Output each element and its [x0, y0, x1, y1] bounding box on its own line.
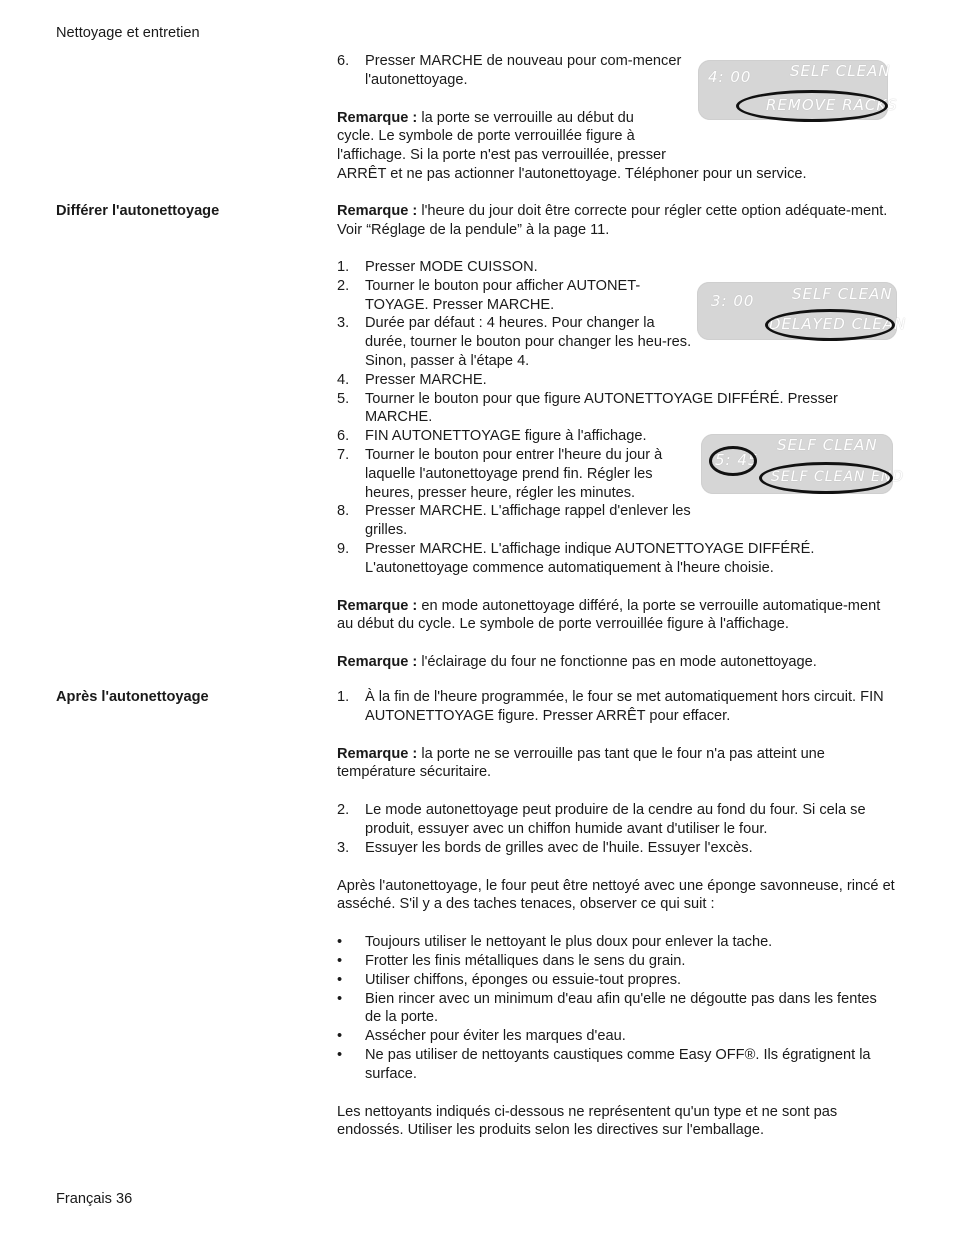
- note: Remarque : l'éclairage du four ne fonctionne pas en mode autonettoyage.: [337, 654, 817, 671]
- list-item: 7. Tourner le bouton pour entrer l'heure du jour à laquelle l'autonettoyage prend fin. Régler les heures, presser heure, régler les minutes.: [337, 446, 663, 501]
- list-item: 3. Durée par défaut : 4 heures. Pour changer la durée, tourner le bouton pour changer les heu-res. Sinon, passer à l'étape 4.: [337, 315, 692, 369]
- note: Remarque : la porte ne se verrouille pas tant que le four n'a pas atteint une température sécuritaire.: [337, 745, 825, 781]
- list-item: 2. Tourner le bouton pour afficher AUTONET-TOYAGE. Presser MARCHE.: [337, 277, 641, 313]
- display-time: 3: 00: [711, 292, 755, 310]
- bullet-item: • Toujours utiliser le nettoyant le plus doux pour enlever la tache.: [337, 934, 773, 951]
- list-item: 1. À la fin de l'heure programmée, le four se met automatiquement hors circuit. FIN AUTONETTOYAGE figure. Presser ARRÊT pour effacer.: [337, 689, 884, 724]
- list-item: 6. FIN AUTONETTOYAGE figure à l'affichage.: [337, 428, 647, 445]
- display-time: 5: 45: [715, 451, 759, 469]
- display-bottom-line: SELF CLEAN END: [771, 469, 905, 485]
- paragraph: Après l'autonettoyage, le four peut être nettoyé avec une éponge savonneuse, rincé et asséché. S'il y a des taches tenaces, observer ce qui suit :: [337, 877, 895, 913]
- display-bottom-line: DELAYED CLEAN: [769, 315, 907, 333]
- display-top-line: SELF CLEAN: [790, 62, 891, 80]
- page-header: Nettoyage et entretien: [56, 25, 200, 41]
- note: Remarque : l'heure du jour doit être correcte pour régler cette option adéquate-ment. Voir “Réglage de la pendule” à la page 11.: [337, 203, 888, 238]
- list-item: 6. Presser MARCHE de nouveau pour com-mencer l'autonettoyage.: [337, 53, 682, 88]
- bullet-item: • Assécher pour éviter les marques d'eau.: [337, 1028, 626, 1045]
- list-item: 8. Presser MARCHE. L'affichage rappel d'enlever les grilles.: [337, 503, 691, 539]
- page-footer: Français 36: [56, 1191, 133, 1207]
- bullet-item: • Frotter les finis métalliques dans le sens du grain.: [337, 952, 686, 969]
- paragraph: Les nettoyants indiqués ci-dessous ne représentent qu'un type et ne sont pas endossés. Utiliser les produits selon les directives sur l'emballage.: [337, 1103, 838, 1139]
- after-content: [337, 688, 897, 1140]
- bullet-item: • Utiliser chiffons, éponges ou essuie-tout propres.: [337, 971, 682, 988]
- display-top-line: SELF CLEAN: [792, 285, 893, 303]
- display-bottom-line: REMOVE RACKS: [766, 96, 898, 114]
- list-item: 9. Presser MARCHE. L'affichage indique AUTONETTOYAGE DIFFÉRÉ. L'autonettoyage commence automatiquement à l'heure choisie.: [337, 540, 815, 576]
- note: Remarque : la porte se verrouille au début du cycle. Le symbole de porte verrouillée figure à l'affichage. Si la porte n'est pas verrouillée, presser ARRÊT et ne pas actionner l'autonettoyage. Téléphoner pour un service.: [337, 109, 807, 182]
- note: Remarque : en mode autonettoyage différé, la porte se verrouille automatique-ment au début du cycle. Le symbole de porte verrouillée figure à l'affichage.: [337, 597, 881, 633]
- display-top-line: SELF CLEAN: [777, 436, 878, 454]
- display-time: 4: 00: [708, 68, 752, 86]
- delay-steps: [337, 258, 897, 672]
- list-item: 5. Tourner le bouton pour que figure AUTONETTOYAGE DIFFÉRÉ. Presser MARCHE.: [337, 390, 838, 426]
- list-item: 1. Presser MODE CUISSON.: [337, 259, 538, 275]
- bullet-item: • Ne pas utiliser de nettoyants caustiques comme Easy OFF®. Ils égratignent la surface.: [337, 1046, 871, 1082]
- section-heading-after: Après l'autonettoyage: [56, 689, 209, 705]
- list-item: 3. Essuyer les bords de grilles avec de l'huile. Essuyer l'excès.: [337, 839, 753, 856]
- bullet-item: • Bien rincer avec un minimum d'eau afin qu'elle ne dégoutte pas dans les fentes de la porte.: [337, 990, 877, 1026]
- section-heading-delay: Différer l'autonettoyage: [56, 203, 220, 219]
- list-item: 4. Presser MARCHE.: [337, 371, 487, 388]
- list-item: 2. Le mode autonettoyage peut produire de la cendre au fond du four. Si cela se produit, essuyer avec un chiffon humide avant d'utiliser le four.: [337, 802, 866, 837]
